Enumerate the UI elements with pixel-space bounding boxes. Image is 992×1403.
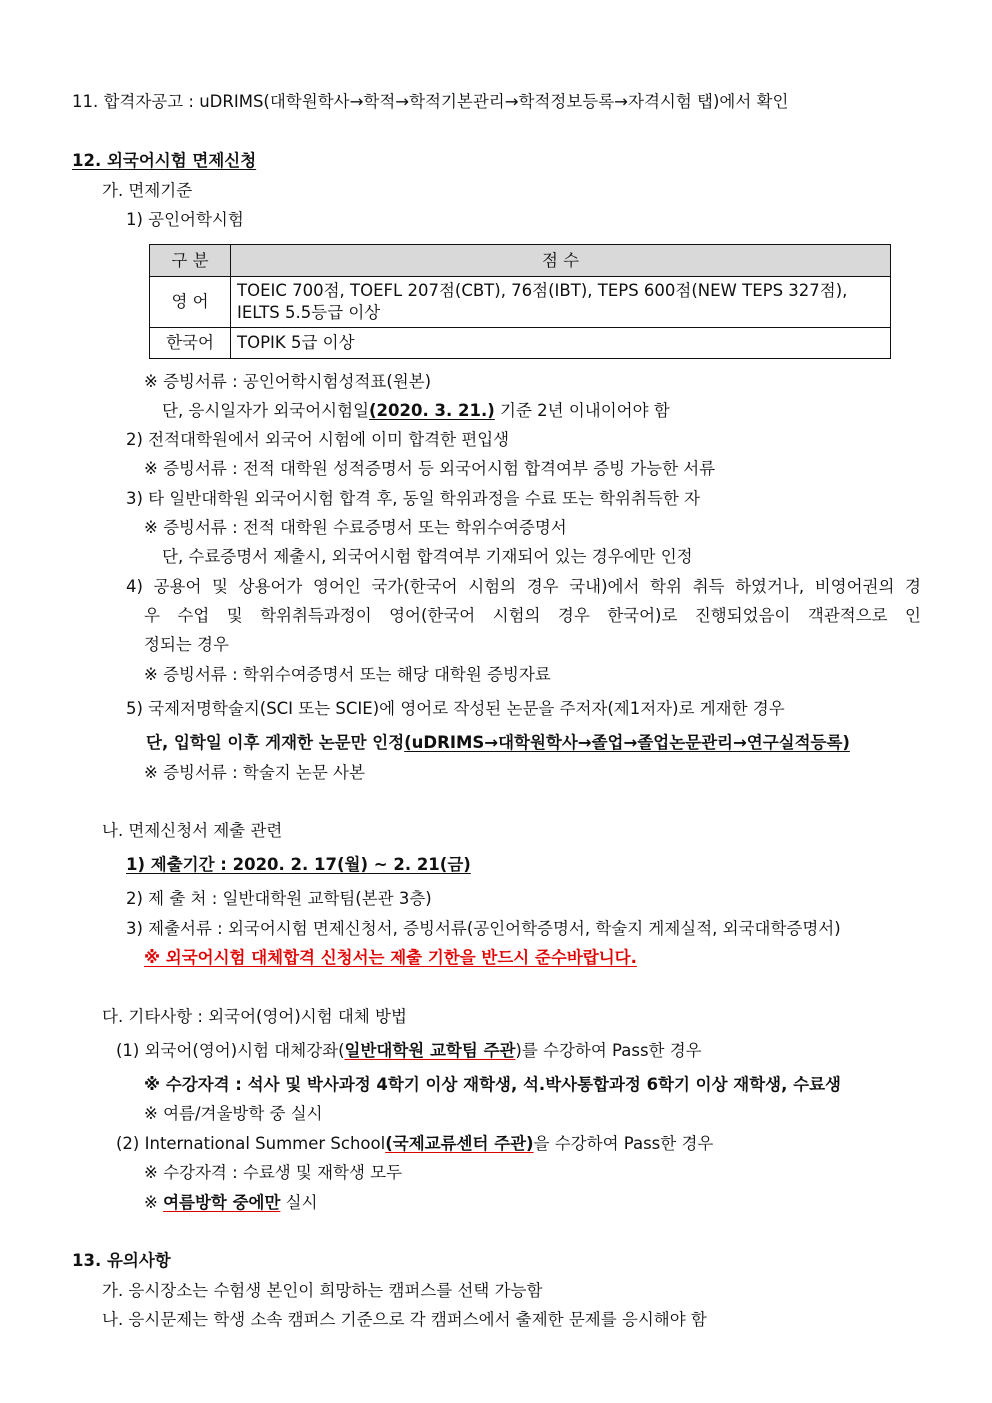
alt-text: ※ <box>144 1193 164 1212</box>
criterion-2: 2) 전적대학원에서 외국어 시험에 이미 합격한 편입생 <box>126 430 510 449</box>
table-row-korean <box>150 328 891 359</box>
criterion-5-note <box>146 732 850 754</box>
alternative-2-schedule <box>144 1192 318 1214</box>
criterion-4-line-1: 4) 공용어 및 상용어가 영어인 국가(한국어 시험의 경우 국내)에서 학위 취득 하였거나, 비영어권의 경 <box>126 577 921 596</box>
subsection-na: 나. 면제신청서 제출 관련 <box>102 821 283 840</box>
score-line: IELTS 5.5등급 이상 <box>237 303 381 322</box>
criterion-3: 3) 타 일반대학원 외국어시험 합격 후, 동일 학위과정을 수료 또는 학위취득한 자 <box>126 489 700 508</box>
organizer-office: 일반대학원 교학팀 주관 <box>344 1041 516 1060</box>
lang-cell: 영 어 <box>150 277 231 328</box>
section-13-title: 13. 유의사항 <box>72 1251 171 1270</box>
score-table <box>149 244 891 359</box>
alt-text: (1) 외국어(영어)시험 대체강좌( <box>116 1041 345 1060</box>
alt-text: 실시 <box>280 1193 318 1212</box>
note-text: 기준 2년 이내이어야 함 <box>494 401 670 420</box>
section-12-title: 12. 외국어시험 면제신청 <box>72 151 257 170</box>
alternative-2-qualification: ※ 수강자격 : 수료생 및 재학생 모두 <box>144 1163 403 1182</box>
deadline-warning: ※ 외국어시험 대체합격 신청서는 제출 기한을 반드시 준수바랍니다. <box>144 948 637 967</box>
score-cell <box>231 277 891 328</box>
table-row-english <box>150 277 891 328</box>
submission-period: 1) 제출기간 : 2020. 2. 17(월) ~ 2. 21(금) <box>126 855 471 874</box>
subsection-ga: 가. 면제기준 <box>102 181 193 200</box>
criterion-1-note <box>162 400 670 422</box>
alternative-2 <box>116 1133 713 1155</box>
alternative-1-qualification: ※ 수강자격 : 석사 및 박사과정 4학기 이상 재학생, 석.박사통합과정 6학기 이상 재학생, 수료생 <box>144 1075 841 1094</box>
alt-text: )를 수강하여 Pass한 경우 <box>515 1041 702 1060</box>
criterion-3-note: 단, 수료증명서 제출시, 외국어시험 합격여부 기재되어 있는 경우에만 인정 <box>162 547 693 566</box>
item-11-announcement: 11. 합격자공고 : uDRIMS(대학원학사→학적→학적기본관리→학적정보등록→자격시험 탭)에서 확인 <box>72 92 789 111</box>
criterion-2-document: ※ 증빙서류 : 전적 대학원 성적증명서 등 외국어시험 합격여부 증빙 가능한 서류 <box>144 459 716 478</box>
alternative-1-schedule: ※ 여름/겨울방학 중 실시 <box>144 1104 323 1123</box>
caution-ga: 가. 응시장소는 수험생 본인이 희망하는 캠퍼스를 선택 가능함 <box>102 1281 543 1300</box>
table-header-row <box>150 245 891 277</box>
criterion-4-document: ※ 증빙서류 : 학위수여증명서 또는 해당 대학원 증빙자료 <box>144 665 551 684</box>
criterion-4-line-2: 우 수업 및 학위취득과정이 영어(한국어 시험의 경우 한국어)로 진행되었음이 객관적으로 인 <box>144 606 921 625</box>
note-text: 단, 응시일자가 외국어시험일 <box>162 401 370 420</box>
criterion-5: 5) 국제저명학술지(SCI 또는 SCIE)에 영어로 작성된 논문을 주저자(제1저자)로 게재한 경우 <box>126 699 785 718</box>
criterion-4-line-3: 정되는 경우 <box>144 635 229 654</box>
summer-only: 여름방학 중에만 <box>163 1193 281 1212</box>
exam-date: (2020. 3. 21.) <box>369 401 495 420</box>
score-cell: TOPIK 5급 이상 <box>231 328 891 359</box>
udrims-path: (uDRIMS→대학원학사→졸업→졸업논문관리→연구실적등록) <box>404 733 850 752</box>
criterion-3-document: ※ 증빙서류 : 전적 대학원 수료증명서 또는 학위수여증명서 <box>144 518 567 537</box>
organizer-center: (국제교류센터 주관) <box>385 1134 534 1153</box>
header-category: 구 분 <box>150 245 231 277</box>
note-text: 단, 입학일 이후 게재한 논문만 인정 <box>146 733 405 752</box>
header-score: 점 수 <box>231 245 891 277</box>
alt-text: (2) International Summer School <box>116 1134 386 1153</box>
lang-cell: 한국어 <box>150 328 231 359</box>
alt-text: 을 수강하여 Pass한 경우 <box>533 1134 714 1153</box>
subsection-da: 다. 기타사항 : 외국어(영어)시험 대체 방법 <box>102 1007 407 1026</box>
criterion-1: 1) 공인어학시험 <box>126 210 244 229</box>
score-line: TOEIC 700점, TOEFL 207점(CBT), 76점(IBT), TEPS 600점(NEW TEPS 327점), <box>237 281 848 300</box>
submission-place: 2) 제 출 처 : 일반대학원 교학팀(본관 3층) <box>126 889 432 908</box>
submission-documents: 3) 제출서류 : 외국어시험 면제신청서, 증빙서류(공인어학증명서, 학술지 게제실적, 외국대학증명서) <box>126 919 841 938</box>
criterion-5-document: ※ 증빙서류 : 학술지 논문 사본 <box>144 763 365 782</box>
alternative-1 <box>116 1040 702 1062</box>
caution-na: 나. 응시문제는 학생 소속 캠퍼스 기준으로 각 캠퍼스에서 출제한 문제를 응시해야 함 <box>102 1310 707 1329</box>
criterion-1-document: ※ 증빙서류 : 공인어학시험성적표(원본) <box>144 372 432 391</box>
